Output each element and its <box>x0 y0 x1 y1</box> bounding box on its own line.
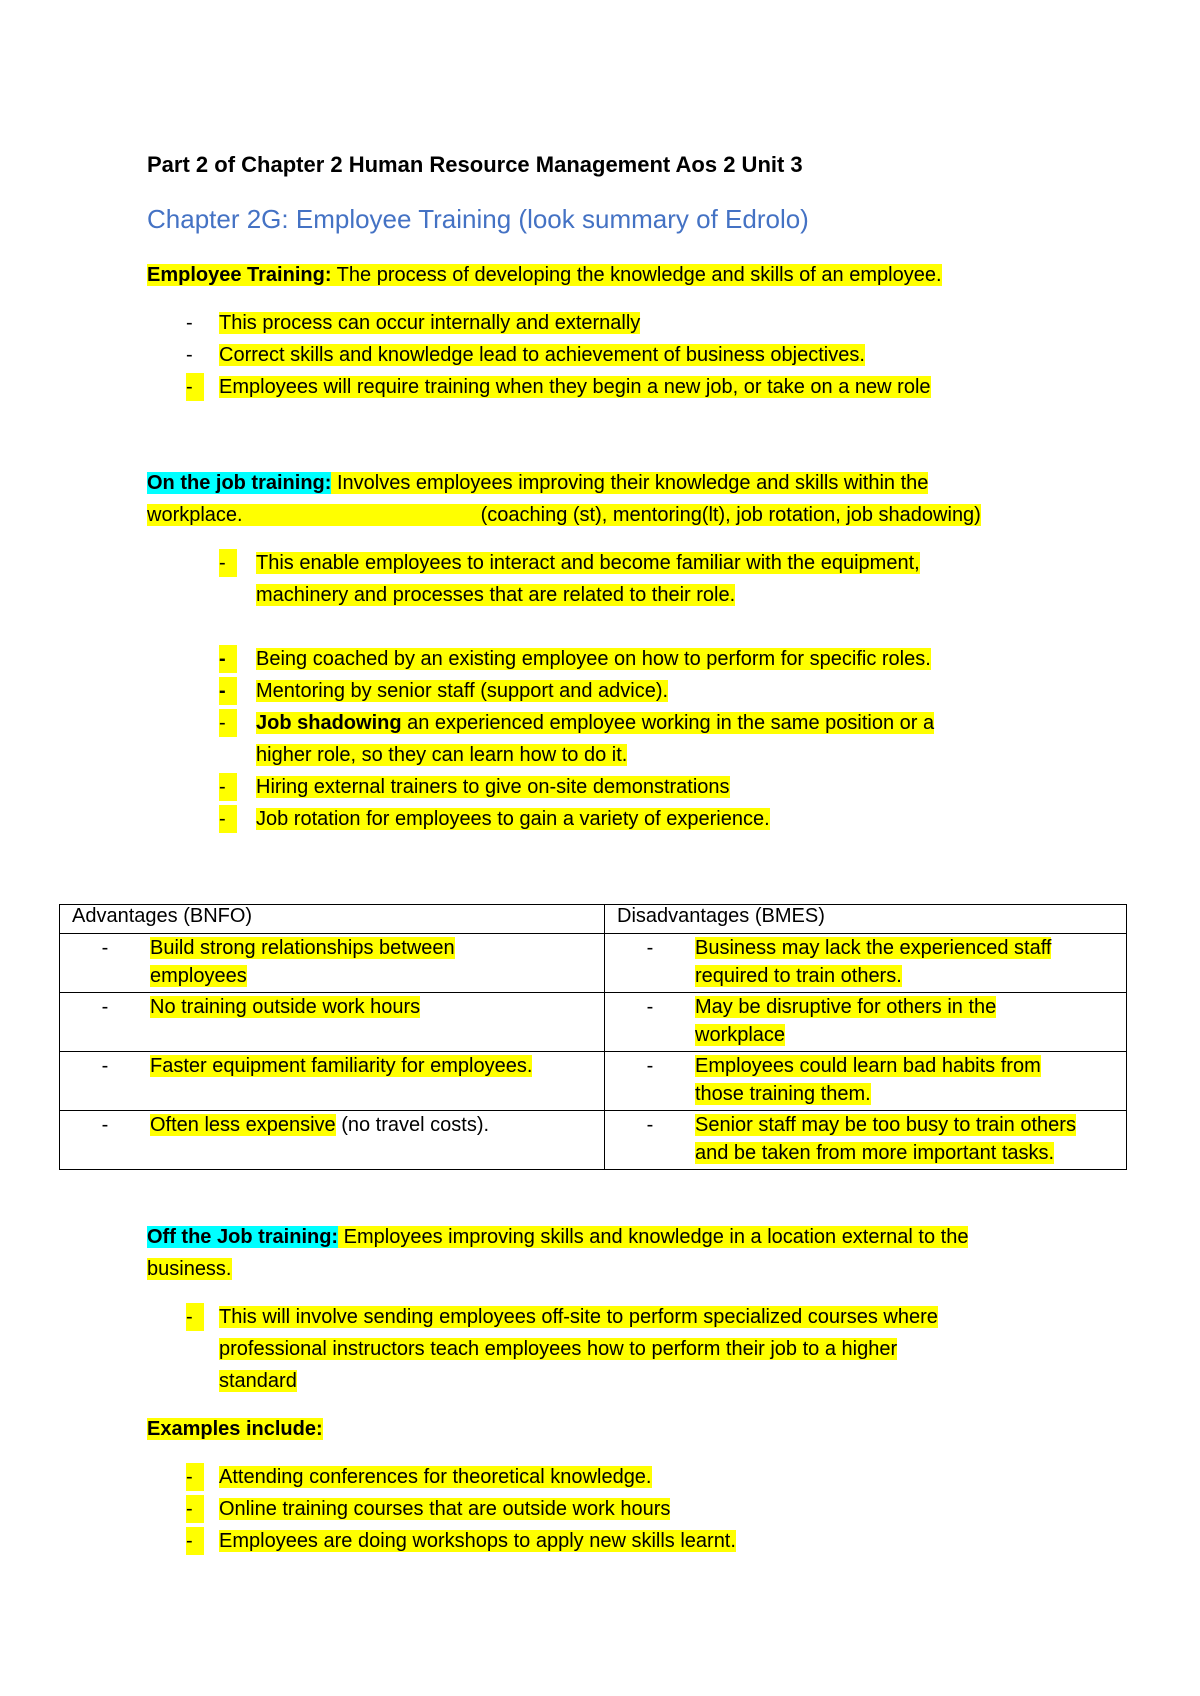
list-item: Correct skills and knowledge lead to achievement of business objectives. <box>219 344 865 366</box>
bullet-dash: - <box>186 344 193 366</box>
list-item: Employees will require training when they begin a new job, or take on a new role <box>219 376 931 398</box>
advantage-cell: - Faster equipment familiarity for employees. <box>60 1052 605 1111</box>
definition-term: Employee Training: <box>147 264 332 286</box>
bullet-dash: - <box>186 1303 204 1331</box>
list-item: This will involve sending employees off-site to perform specialized courses where <box>219 1306 938 1328</box>
list-item-continuation: standard <box>219 1370 297 1392</box>
bullet-dash: - <box>186 312 193 334</box>
definition-paragraph <box>147 261 942 289</box>
list-item: Job shadowing an experienced employee working in the same position or a <box>256 712 935 734</box>
on-job-term: On the job training: <box>147 472 332 494</box>
bullet-dash: - <box>219 805 237 833</box>
bullet-dash: - <box>219 549 237 577</box>
off-job-term: Off the Job training: <box>147 1226 339 1248</box>
job-shadowing-term: Job shadowing <box>256 712 402 734</box>
disadvantage-cell: - Senior staff may be too busy to train others and be taken from more important tasks. <box>605 1111 1127 1170</box>
page-heading: Part 2 of Chapter 2 Human Resource Management Aos 2 Unit 3 <box>147 152 803 177</box>
list-item: Employees are doing workshops to apply new skills learnt. <box>219 1530 736 1552</box>
bullet-dash: - <box>219 645 237 673</box>
advantage-cell: - Build strong relationships between employees <box>60 934 605 993</box>
disadvantage-cell: - Employees could learn bad habits from those training them. <box>605 1052 1127 1111</box>
list-item-continuation: higher role, so they can learn how to do it. <box>256 744 628 766</box>
list-item: Job rotation for employees to gain a variety of experience. <box>256 808 770 830</box>
examples-label: Examples include: <box>147 1418 323 1440</box>
chapter-title: Chapter 2G: Employee Training (look summary of Edrolo) <box>147 204 809 234</box>
off-job-paragraph: Off the Job training: Employees improving skills and knowledge in a location external to the <box>147 1226 969 1248</box>
bullet-dash: - <box>186 373 204 401</box>
definition-text: The process of developing the knowledge and skills of an employee. <box>331 264 942 286</box>
bullet-dash: - <box>219 709 237 737</box>
bullet-dash: - <box>219 677 237 705</box>
disadvantages-header: Disadvantages (BMES) <box>605 905 1127 934</box>
list-item: Attending conferences for theoretical knowledge. <box>219 1466 652 1488</box>
disadvantage-cell: - May be disruptive for others in the workplace <box>605 993 1127 1052</box>
list-item: This enable employees to interact and become familiar with the equipment, <box>256 552 920 574</box>
on-job-paragraph: On the job training: Involves employees improving their knowledge and skills within the <box>147 472 929 494</box>
disadvantage-cell: - Business may lack the experienced staff required to train others. <box>605 934 1127 993</box>
list-item: This process can occur internally and externally <box>219 312 641 334</box>
table-row <box>60 993 1127 1052</box>
table-row <box>60 934 1127 993</box>
off-job-paragraph-line2: business. <box>147 1258 232 1280</box>
advantages-disadvantages-table <box>59 904 1127 1170</box>
advantages-header: Advantages (BNFO) <box>60 905 605 934</box>
list-item-continuation: machinery and processes that are related to their role. <box>256 584 736 606</box>
table-row <box>60 1111 1127 1170</box>
advantage-cell: - No training outside work hours <box>60 993 605 1052</box>
table-header-row <box>60 905 1127 934</box>
bullet-dash: - <box>219 773 237 801</box>
bullet-dash: - <box>186 1495 204 1523</box>
list-item-continuation: professional instructors teach employees how to perform their job to a higher <box>219 1338 898 1360</box>
table-row <box>60 1052 1127 1111</box>
advantage-cell: - Often less expensive (no travel costs). <box>60 1111 605 1170</box>
bullet-dash: - <box>186 1527 204 1555</box>
list-item: Mentoring by senior staff (support and advice). <box>256 680 669 702</box>
list-item: Online training courses that are outside work hours <box>219 1498 671 1520</box>
bullet-dash: - <box>186 1463 204 1491</box>
on-job-paragraph-line2: workplace. (coaching (st), mentoring(lt), job rotation, job shadowing) <box>147 504 981 526</box>
list-item: Being coached by an existing employee on how to perform for specific roles. <box>256 648 931 670</box>
list-item: Hiring external trainers to give on-site demonstrations <box>256 776 730 798</box>
